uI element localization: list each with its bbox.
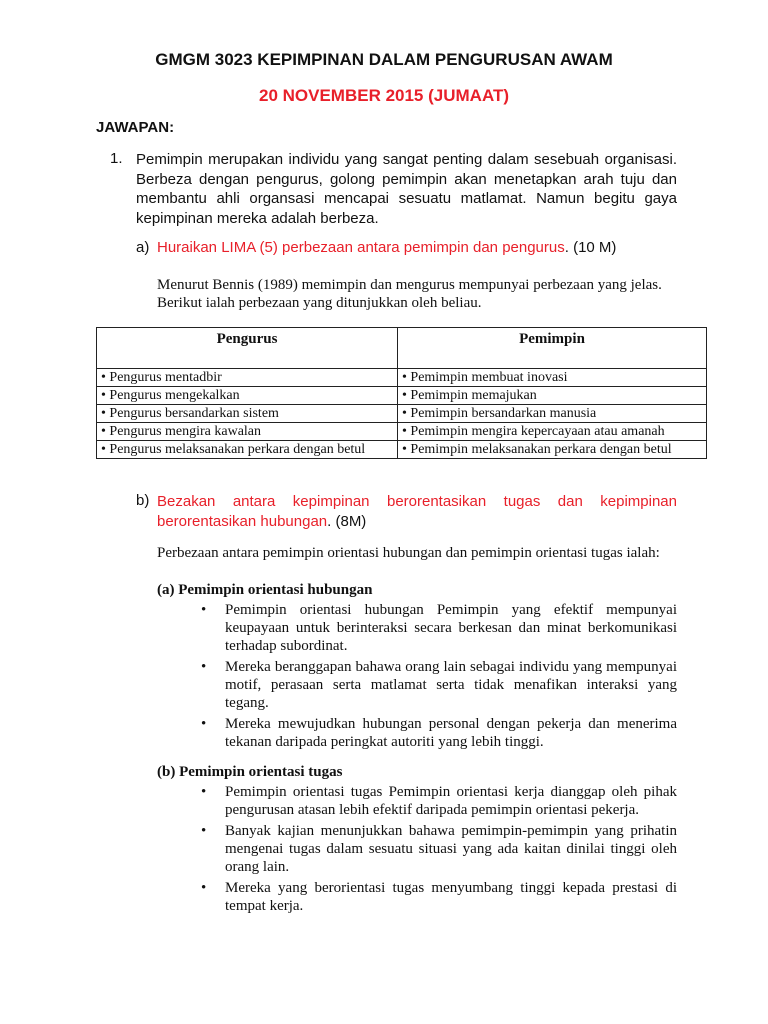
bullet-icon: •: [201, 602, 207, 618]
table-cell: • Pengurus mengekalkan: [97, 387, 398, 405]
part-b-letter: b): [136, 492, 150, 509]
bullet-icon: •: [201, 880, 207, 896]
bullet-icon: •: [201, 659, 207, 675]
list-item: • Pemimpin orientasi tugas Pemimpin orientasi kerja dianggap oleh pihak pengurusan atasan lebih efektif daripada pemimpin orientasi pekerja.: [201, 784, 677, 818]
section-heading-tugas: (b) Pemimpin orientasi tugas: [157, 764, 343, 780]
document-date: 20 NOVEMBER 2015 (JUMAAT): [258, 86, 510, 105]
table-header-pemimpin: Pemimpin: [398, 328, 707, 369]
table-row: [97, 369, 707, 387]
table-row: [97, 405, 707, 423]
table-header-pengurus: Pengurus: [97, 328, 398, 369]
part-b-marks: . (8M): [327, 512, 367, 530]
table-row: [97, 423, 707, 441]
part-b-question-text: Bezakan antara kepimpinan berorentasikan tugas dan kepimpinan berorentasikan hubungan: [157, 493, 677, 530]
difference-table: [96, 327, 707, 459]
bullet-icon: •: [201, 784, 207, 800]
answer-label: JAWAPAN:: [96, 119, 175, 136]
table-cell: • Pemimpin bersandarkan manusia: [398, 405, 707, 423]
list-item: • Mereka beranggapan bahawa orang lain sebagai individu yang mempunyai motif, perasaan serta matlamat serta tidak menafikan interaksi yang tegang.: [201, 659, 677, 711]
section-heading-hubungan: (a) Pemimpin orientasi hubungan: [157, 582, 373, 598]
table-row: [97, 387, 707, 405]
list-item: • Banyak kajian menunjukkan bahawa pemimpin-pemimpin yang prihatin mengenai tugas dalam sesuatu situasi yang ada kaitan dinilai tinggi oleh orang lain.: [201, 823, 677, 875]
table-cell: • Pemimpin memajukan: [398, 387, 707, 405]
part-a-intro: Menurut Bennis (1989) memimpin dan mengurus mempunyai perbezaan yang jelas. Berikut ialah perbezaan yang ditunjukkan oleh beliau.: [157, 277, 662, 311]
question-1-number: 1.: [110, 150, 123, 167]
table-cell: • Pemimpin mengira kepercayaan atau amanah: [398, 423, 707, 441]
bullet-list-hubungan: [199, 601, 677, 754]
table-cell: • Pengurus mentadbir: [97, 369, 398, 387]
bullet-icon: •: [201, 823, 207, 839]
table-cell: • Pemimpin melaksanakan perkara dengan betul: [398, 441, 707, 459]
part-a-question-text: Huraikan LIMA (5) perbezaan antara pemimpin dan pengurus: [157, 239, 565, 256]
part-b-question: [157, 492, 677, 531]
list-item: • Pemimpin orientasi hubungan Pemimpin yang efektif mempunyai keupayaan untuk berinteraksi secara berkesan dan minat berkomunikasi terhadap subordinat.: [201, 602, 677, 654]
table-cell: • Pengurus bersandarkan sistem: [97, 405, 398, 423]
part-a-marks: . (10 M): [564, 239, 617, 256]
part-a-letter: a): [136, 239, 150, 256]
table-cell: • Pengurus melaksanakan perkara dengan betul: [97, 441, 398, 459]
table-header-row: [97, 328, 707, 369]
bullet-list-tugas: [199, 783, 677, 918]
part-a-question: [157, 239, 616, 256]
document-title: GMGM 3023 KEPIMPINAN DALAM PENGURUSAN AWAM: [155, 50, 613, 69]
list-item: • Mereka mewujudkan hubungan personal dengan pekerja dan menerima tekanan daripada peringkat autoriti yang lebih tinggi.: [201, 716, 677, 750]
part-b-intro: Perbezaan antara pemimpin orientasi hubungan dan pemimpin orientasi tugas ialah:: [157, 545, 660, 561]
table-cell: • Pemimpin membuat inovasi: [398, 369, 707, 387]
question-1-text: Pemimpin merupakan individu yang sangat penting dalam sesebuah organisasi. Berbeza dengan pengurus, golong pemimpin akan menetapkan arah tuju dan membantu ahli organsasi mencapai sesuatu matlamat. Namun begitu gaya kepimpinan mereka adalah berbeza.: [136, 151, 677, 227]
bullet-icon: •: [201, 716, 207, 732]
list-item: • Mereka yang berorientasi tugas menyumbang tinggi kepada prestasi di tempat kerja.: [201, 880, 677, 914]
table-row: [97, 441, 707, 459]
table-cell: • Pengurus mengira kawalan: [97, 423, 398, 441]
